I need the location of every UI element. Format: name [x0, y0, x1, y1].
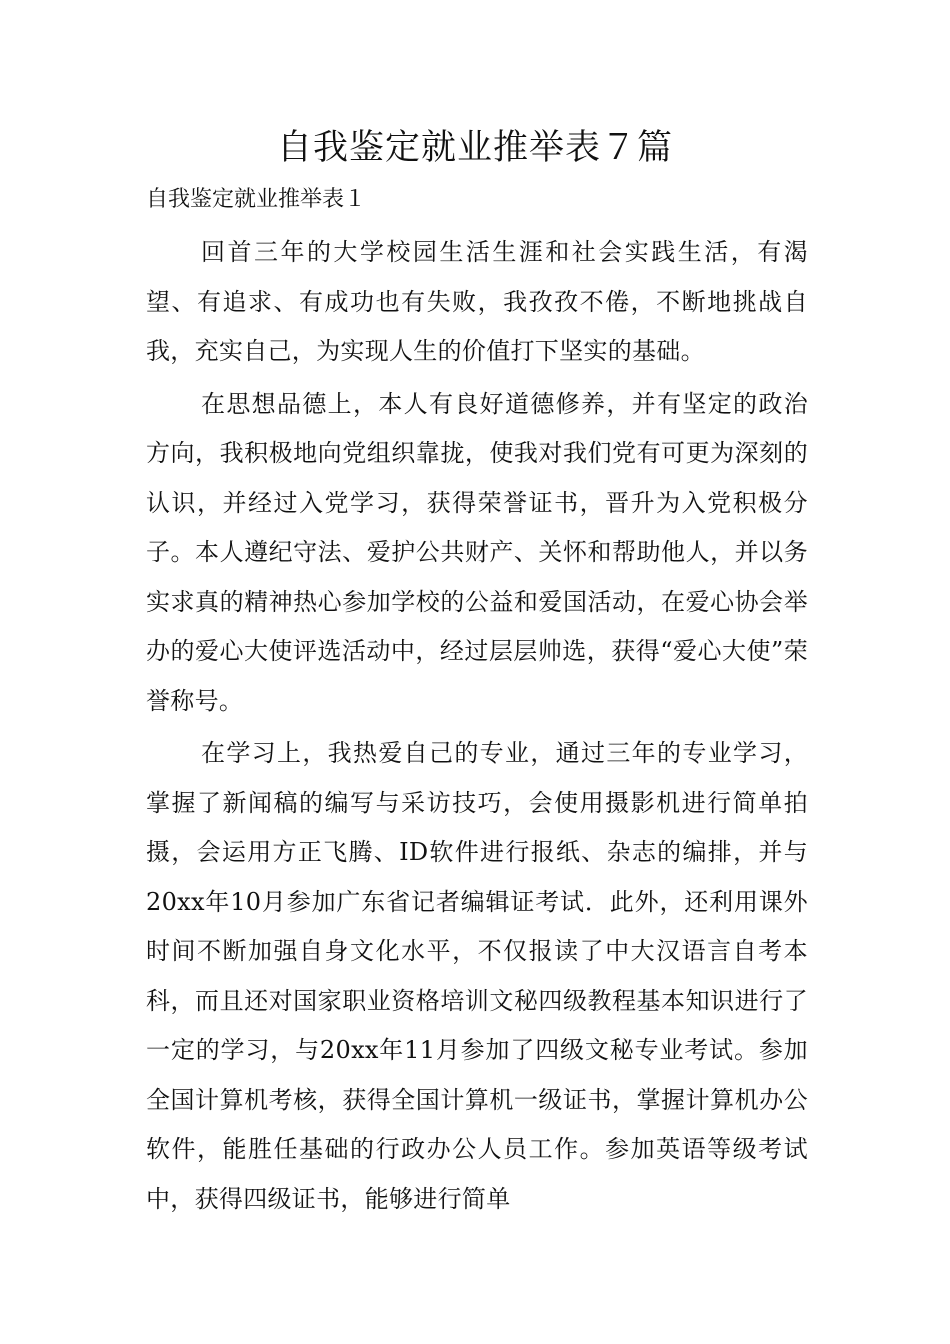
paragraph-study: 在学习上，我热爱自己的专业，通过三年的专业学习，掌握了新闻稿的编写与采访技巧，会使用摄影机进行简单拍摄，会运用方正飞腾、ID软件进行报纸、杂志的编排，并与20xx年10月参加广东省记者编辑证考试．此外，还利用课外时间不断加强自身文化水平，不仅报读了中大汉语言自考本科，而且还对国家职业资格培训文秘四级教程基本知识进行了一定的学习，与20xx年11月参加了四级文秘专业考试。参加全国计算机考核，获得全国计算机一级证书，掌握计算机办公软件，能胜任基础的行政办公人员工作。参加英语等级考试中，获得四级证书，能够进行简单 [146, 739, 808, 1213]
document-title: 自我鉴定就业推举表７篇 [276, 128, 673, 168]
section-heading: 自我鉴定就业推举表１ [146, 187, 367, 212]
paragraph-intro: 回首三年的大学校园生活生涯和社会实践生活，有渴望、有追求、有成功也有失败，我孜孜不倦，不断地挑战自我，充实自己，为实现人生的价值打下坚实的基础。 [146, 238, 808, 365]
paragraph-morality: 在思想品德上，本人有良好道德修养，并有坚定的政治方向，我积极地向党组织靠拢，使我对我们党有可更为深刻的认识，并经过入党学习，获得荣誉证书，晋升为入党积极分子。本人遵纪守法、爱护公共财产、关怀和帮助他人，并以务实求真的精神热心参加学校的公益和爱国活动，在爱心协会举办的爱心大使评选活动中，经过层层帅选，获得“爱心大使”荣誉称号。 [146, 389, 808, 715]
document-body [146, 228, 808, 1227]
